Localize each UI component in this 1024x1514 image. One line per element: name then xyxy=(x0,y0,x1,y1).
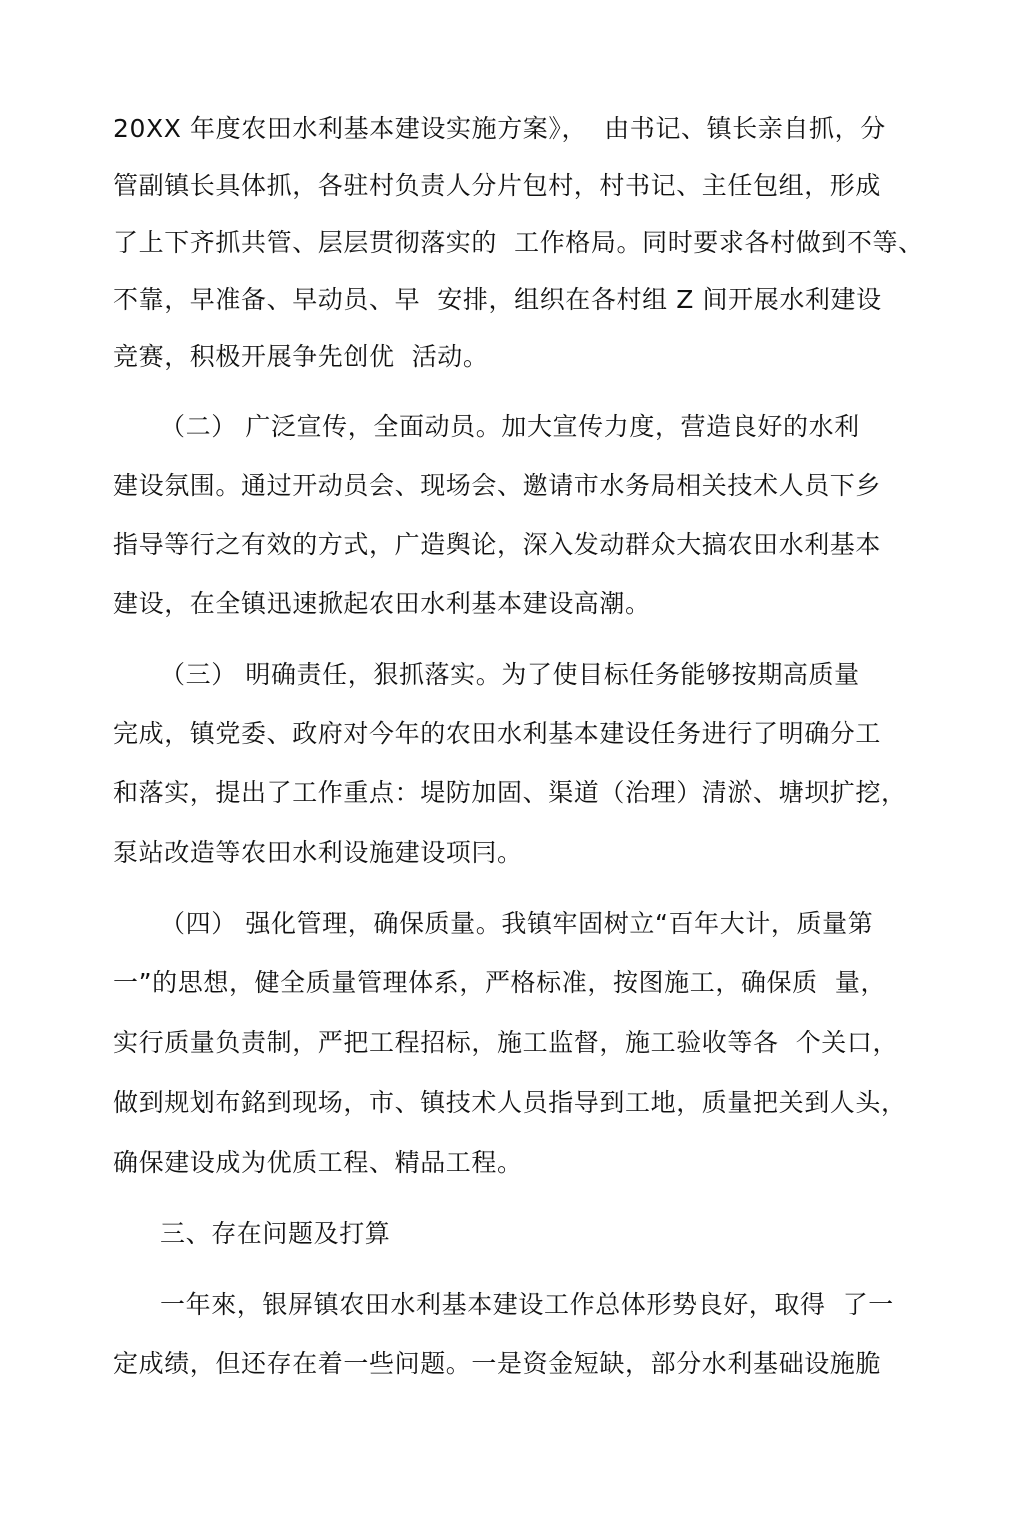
paragraph-3-line-3: 和落实，提出了工作重点：堤防加固、渠道（治理）清淤、塘坝扩挖， xyxy=(113,778,907,807)
paragraph-3-line-1: （三） 明确责任，狠抓落实。为了使目标任务能够按期高质量 xyxy=(160,660,860,689)
paragraph-1-line-5: 竞赛，积极开展争先创优 活动。 xyxy=(113,342,489,371)
paragraph-4-line-2: 一”的思想，健全质量管理体系，严格标准，按图施工，确保质 量， xyxy=(113,968,887,997)
paragraph-1-line-4: 不靠，早准备、早动员、早 安排，组织在各村组 Z 间开展水利建设 xyxy=(113,285,882,314)
paragraph-1-line-2: 管副镇长具体抓，各驻村负责人分片包村，村书记、主任包组，形成 xyxy=(113,171,882,200)
paragraph-4-line-4: 做到规划布銘到现场，市、镇技术人员指导到工地，质量把关到人头， xyxy=(113,1088,907,1117)
paragraph-3-line-4: 泵站改造等农田水利设施建设项冃。 xyxy=(113,838,523,867)
paragraph-4-line-3: 实行质量负责制，严把工程招标，施工监督，施工验收等各 个关口， xyxy=(113,1028,899,1057)
paragraph-4-line-5: 确保建设成为优质工程、精品工程。 xyxy=(113,1148,523,1177)
paragraph-2-line-3: 指导等行之有效的方式，广造舆论，深入发动群众大搞农田水利基本 xyxy=(113,530,882,559)
paragraph-2-line-2: 建设氛围。通过开动员会、现场会、邀请市水务局相关技术人员下乡 xyxy=(113,471,882,500)
paragraph-2-line-4: 建设，在全镇迅速掀起农田水利基本建设高潮。 xyxy=(113,589,651,618)
paragraph-2-line-1: （二） 广泛宣传，全面动员。加大宣传力度，营造良好的水利 xyxy=(160,412,860,441)
section-heading-3: 三、存在问题及打算 xyxy=(160,1219,391,1248)
paragraph-5-line-2: 定成绩，但还存在着一些问题。一是资金短缺，部分水利基础设施脆 xyxy=(113,1349,882,1378)
paragraph-4-line-1: （四） 强化管理，确保质量。我镇牢固树立“百年大计，质量第 xyxy=(160,909,874,938)
paragraph-1-line-1: 20XX 年度农田水利基本建设实施方案》， 由书记、镇长亲自抓，分 xyxy=(113,114,886,143)
paragraph-1-line-3: 了上下齐抓共管、层层贯彻落实的 工作格局。同时要求各村做到不等、 xyxy=(113,228,924,257)
paragraph-3-line-2: 完成，镇党委、政府对今年的农田水利基本建设任务进行了明确分工 xyxy=(113,719,882,748)
paragraph-5-line-1: 一年來，银屏镇农田水利基本建设工作总体形势良好，取得 了一 xyxy=(160,1290,894,1319)
